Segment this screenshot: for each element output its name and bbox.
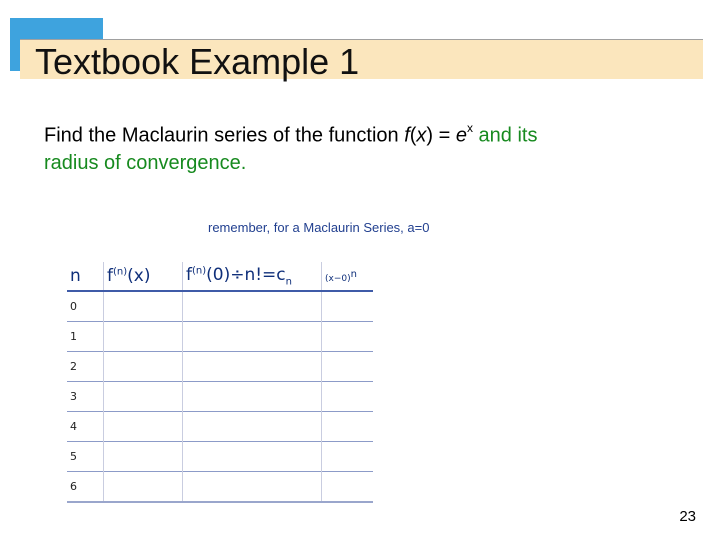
cell-empty: [183, 352, 322, 382]
function-paren-open: (: [409, 124, 417, 147]
row-n: 4: [67, 412, 104, 442]
page-number: 23: [679, 508, 696, 525]
table-row: [67, 442, 373, 472]
cell-empty: [104, 472, 183, 503]
row-n: 2: [67, 352, 104, 382]
cell-empty: [183, 382, 322, 412]
header-power: $(x-0)^n$: [322, 262, 374, 291]
prompt-text-2: and its: [473, 124, 538, 147]
function-variable: x: [416, 124, 427, 147]
header-derivative: $f^{(n)}(x)$: [104, 262, 183, 291]
cell-empty: [104, 291, 183, 322]
table-header-row: [67, 262, 373, 291]
cell-empty: [183, 442, 322, 472]
cell-empty: [183, 412, 322, 442]
cell-empty: [322, 382, 374, 412]
cell-empty: [322, 442, 374, 472]
row-n: 0: [67, 291, 104, 322]
function-equals: ) =: [426, 124, 456, 147]
cell-empty: [322, 352, 374, 382]
maclaurin-reminder: remember, for a Maclaurin Series, a=0: [208, 220, 430, 235]
table-row: [67, 352, 373, 382]
cell-empty: [104, 352, 183, 382]
row-n: 1: [67, 322, 104, 352]
row-n: 6: [67, 472, 104, 503]
cell-empty: [183, 322, 322, 352]
function-exponent: x: [467, 121, 473, 135]
cell-empty: [183, 472, 322, 503]
maclaurin-table: [67, 262, 373, 503]
header-n: n: [67, 262, 104, 291]
cell-empty: [322, 412, 374, 442]
table-row: [67, 382, 373, 412]
table-row: [67, 412, 373, 442]
problem-statement: [44, 117, 684, 177]
row-n: 5: [67, 442, 104, 472]
table-row: [67, 291, 373, 322]
function-base: e: [455, 124, 467, 147]
table-row: [67, 322, 373, 352]
prompt-text-3: radius of convergence.: [44, 151, 247, 174]
cell-empty: [104, 442, 183, 472]
row-n: 3: [67, 382, 104, 412]
cell-empty: [183, 291, 322, 322]
cell-empty: [104, 412, 183, 442]
table-row: [67, 472, 373, 503]
function-name: f: [404, 124, 410, 147]
cell-empty: [104, 322, 183, 352]
cell-empty: [322, 322, 374, 352]
cell-empty: [322, 472, 374, 503]
cell-empty: [104, 382, 183, 412]
prompt-text-1: Find the Maclaurin series of the function: [44, 124, 405, 147]
slide-title: Textbook Example 1: [35, 41, 360, 82]
cell-empty: [322, 291, 374, 322]
header-coefficient: $f^{(n)}(0)\div n!=c_n$: [183, 262, 322, 291]
